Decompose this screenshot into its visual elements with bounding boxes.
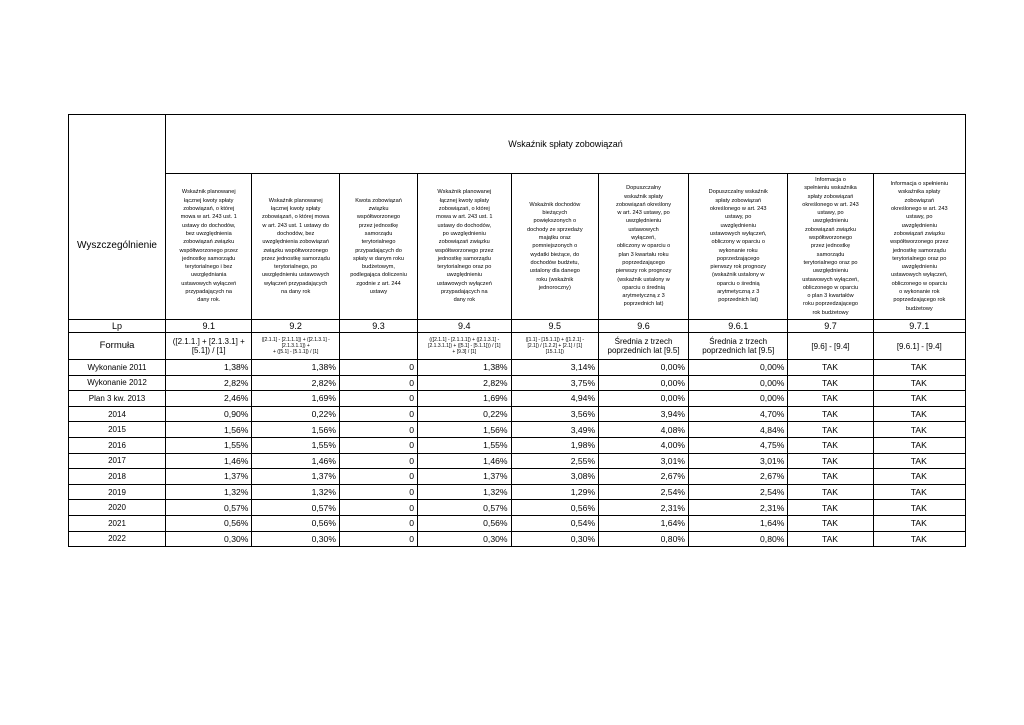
column-lp: 9.5: [511, 320, 599, 333]
row-label: 2015: [69, 422, 166, 438]
table-cell: 0,80%: [689, 531, 788, 547]
row-label: 2022: [69, 531, 166, 547]
column-description: Wskaźnik dochodów bieżących powiększonych o dochody ze sprzedaży majątku oraz pomniejszonych o wydatki bieżące, do dochodów budżetu, ustalony dla danego roku (wskaźnik jednoroczny): [511, 174, 599, 320]
table-cell: 1,69%: [418, 391, 511, 407]
table-cell: 0,00%: [689, 360, 788, 376]
table-cell: 0,80%: [599, 531, 689, 547]
table-cell: 2,67%: [689, 469, 788, 485]
column-formula: ([1.1] - [15.1.1]) + ([1.2.1] - [2.1]) / [1.2.2] + [2.1] / [1] [15.1.1]): [511, 333, 599, 360]
table-cell: TAK: [788, 375, 873, 391]
table-cell: 2,31%: [599, 500, 689, 516]
table-cell: 0: [339, 406, 417, 422]
table-cell: TAK: [873, 391, 965, 407]
table-cell: 4,70%: [689, 406, 788, 422]
table-cell: 0,57%: [252, 500, 340, 516]
table-cell: 0,00%: [689, 375, 788, 391]
table-cell: 1,55%: [166, 437, 252, 453]
table-cell: 2,54%: [599, 484, 689, 500]
table-cell: 0: [339, 453, 417, 469]
table-cell: 1,46%: [418, 453, 511, 469]
table-cell: 0,56%: [252, 515, 340, 531]
table-cell: 0: [339, 469, 417, 485]
table-cell: 1,46%: [166, 453, 252, 469]
table-cell: TAK: [788, 437, 873, 453]
column-description: Informacja o spełnieniu wskaźnika spłaty zobowiązań określonego w art. 243 ustawy, po uwzględnieniu zobowiązań związku współtworzonego przez jednostkę samorządu terytorialnego oraz po uwzględnieniu ustawowych wyłączeń, obliczonego w oparciu o wykonanie rok poprzedzającego rok budżetowy: [873, 174, 965, 320]
debt-repayment-table: [68, 114, 966, 547]
table-cell: 3,56%: [511, 406, 599, 422]
table-cell: 1,32%: [418, 484, 511, 500]
column-lp: 9.6.1: [689, 320, 788, 333]
column-formula: [9.6] - [9.4]: [788, 333, 873, 360]
column-lp: 9.7: [788, 320, 873, 333]
table-cell: 1,37%: [166, 469, 252, 485]
table-cell: 0: [339, 484, 417, 500]
table-cell: 1,55%: [252, 437, 340, 453]
table-cell: TAK: [788, 500, 873, 516]
table-cell: 0: [339, 391, 417, 407]
table-cell: 2,31%: [689, 500, 788, 516]
table-cell: 0,22%: [252, 406, 340, 422]
table-cell: TAK: [788, 360, 873, 376]
column-description: Wskaźnik planowanej łącznej kwoty spłaty zobowiązań, o której mowa w art. 243 ust. 1 ustawy do dochodów, bez uwzględnienia zobowiązań związku współtworzonego przez jednostkę samorządu terytorialnego i bez uwzględniania ustawowych wyłączeń przypadających na dany rok.: [166, 174, 252, 320]
row-label: 2017: [69, 453, 166, 469]
column-formula: [339, 333, 417, 360]
table-cell: 0,22%: [418, 406, 511, 422]
table-cell: 3,94%: [599, 406, 689, 422]
table-body: [69, 115, 966, 547]
table-cell: 4,84%: [689, 422, 788, 438]
table-cell: 0,56%: [511, 500, 599, 516]
row-label: 2014: [69, 406, 166, 422]
table-cell: 0,90%: [166, 406, 252, 422]
row-label: 2020: [69, 500, 166, 516]
formula-label: Formuła: [69, 333, 166, 360]
table-cell: 1,55%: [418, 437, 511, 453]
table-cell: 1,29%: [511, 484, 599, 500]
table-cell: 1,69%: [252, 391, 340, 407]
table-cell: 0: [339, 360, 417, 376]
table-cell: 0: [339, 500, 417, 516]
column-description: Wskaźnik planowanej łącznej kwoty spłaty zobowiązań, o której mowa w art. 243 ust. 1 ustawy do dochodów, po uwzględnieniu zobowiązań związku współtworzonego przez jednostkę samorządu terytorialnego oraz po uwzględnieniu ustawowych wyłączeń przypadających na dany rok: [418, 174, 511, 320]
table-cell: 0,57%: [166, 500, 252, 516]
table-cell: TAK: [873, 453, 965, 469]
table-cell: 2,46%: [166, 391, 252, 407]
column-description: Dopuszczalny wskaźnik spłaty zobowiązań określony w art. 243 ustawy, po uwzględnieniu ustawowych wyłączeń, obliczony w oparciu o plan 3 kwartału roku poprzedzającego pierwszy rok prognozy (wskaźnik ustalony w oparciu o średnią arytmetyczną z 3 poprzednich lat): [599, 174, 689, 320]
table-cell: 3,75%: [511, 375, 599, 391]
table-cell: 0,00%: [599, 391, 689, 407]
lp-row: [69, 320, 966, 333]
table-cell: 2,67%: [599, 469, 689, 485]
table-cell: TAK: [788, 391, 873, 407]
table-cell: TAK: [788, 484, 873, 500]
column-formula: (([2.1.1] - [2.1.1.1]) + ([2.1.3.1] - [2.1.3.1.1]) + ([5.1] - [5.1.1])) / [1] + [9.3] / [1]: [418, 333, 511, 360]
table-cell: 1,32%: [166, 484, 252, 500]
table-cell: 0,30%: [511, 531, 599, 547]
column-formula: ([2.1.1.] + [2.1.3.1] + [5.1]) / [1]: [166, 333, 252, 360]
table-row: [69, 391, 966, 407]
table-cell: 4,75%: [689, 437, 788, 453]
row-label: Wykonanie 2012: [69, 375, 166, 391]
table-cell: 3,49%: [511, 422, 599, 438]
column-lp: 9.3: [339, 320, 417, 333]
table-cell: 0,00%: [599, 375, 689, 391]
row-label: 2021: [69, 515, 166, 531]
table-cell: TAK: [873, 360, 965, 376]
lp-label: Lp: [69, 320, 166, 333]
column-description: Informacja o spełnieniu wskaźnika spłaty zobowiązań określonego w art. 243 ustawy, po uwzględnieniu zobowiązań związku współtworzonego przez jednostkę samorządu terytorialnego oraz po uwzględnieniu ustawowych wyłączeń, obliczonego w oparciu o plan 3 kwartałów roku poprzedzającego rok budżetowy: [788, 174, 873, 320]
table-cell: TAK: [788, 453, 873, 469]
table-cell: 1,56%: [166, 422, 252, 438]
table-row: [69, 500, 966, 516]
column-formula: Średnia z trzech poprzednich lat [9.5]: [599, 333, 689, 360]
column-lp: 9.4: [418, 320, 511, 333]
table-cell: 0,30%: [166, 531, 252, 547]
table-cell: 3,14%: [511, 360, 599, 376]
row-label: Wykonanie 2011: [69, 360, 166, 376]
corner-cell: [69, 115, 166, 174]
table-cell: TAK: [873, 531, 965, 547]
table-cell: TAK: [873, 500, 965, 516]
table-cell: 0: [339, 375, 417, 391]
table-row: [69, 453, 966, 469]
table-cell: TAK: [788, 406, 873, 422]
table-cell: 0: [339, 437, 417, 453]
column-lp: 9.1: [166, 320, 252, 333]
table-cell: 1,32%: [252, 484, 340, 500]
column-lp: 9.2: [252, 320, 340, 333]
table-cell: 1,56%: [252, 422, 340, 438]
table-cell: 1,37%: [418, 469, 511, 485]
table-cell: TAK: [788, 469, 873, 485]
table-cell: 0,30%: [252, 531, 340, 547]
table-row: [69, 422, 966, 438]
table-row: [69, 515, 966, 531]
table-cell: 2,82%: [418, 375, 511, 391]
table-cell: 4,08%: [599, 422, 689, 438]
table-cell: 3,08%: [511, 469, 599, 485]
table-cell: 0,56%: [166, 515, 252, 531]
table-cell: TAK: [873, 515, 965, 531]
table-cell: TAK: [788, 515, 873, 531]
table-cell: 2,54%: [689, 484, 788, 500]
column-description: Dopuszczalny wskaźnik spłaty zobowiązań określonego w art. 243 ustawy, po uwzględnieniu ustawowych wyłączeń, obliczony w oparciu o wykonanie roku poprzedzającego pierwszy rok prognozy (wskaźnik ustalony w oparciu o średnią arytmetyczną z 3 poprzednich lat): [689, 174, 788, 320]
column-lp: 9.7.1: [873, 320, 965, 333]
table-cell: TAK: [873, 484, 965, 500]
table-row: [69, 437, 966, 453]
column-formula: [9.6.1] - [9.4]: [873, 333, 965, 360]
table-cell: 3,01%: [689, 453, 788, 469]
table-cell: 1,64%: [689, 515, 788, 531]
row-label: 2018: [69, 469, 166, 485]
table-row: [69, 360, 966, 376]
table-cell: 1,64%: [599, 515, 689, 531]
table-cell: 2,82%: [166, 375, 252, 391]
description-row: [69, 174, 966, 320]
table-cell: 4,94%: [511, 391, 599, 407]
formula-row: [69, 333, 966, 360]
table-row: [69, 375, 966, 391]
table-row: [69, 469, 966, 485]
table-cell: 0: [339, 531, 417, 547]
column-formula: Średnia z trzech poprzednich lat [9.5]: [689, 333, 788, 360]
table-row: [69, 531, 966, 547]
table-cell: 0,30%: [418, 531, 511, 547]
table-cell: 1,56%: [418, 422, 511, 438]
title-row: [69, 115, 966, 174]
row-label: Plan 3 kw. 2013: [69, 391, 166, 407]
table-cell: 1,38%: [166, 360, 252, 376]
table-cell: TAK: [873, 406, 965, 422]
table-cell: 1,98%: [511, 437, 599, 453]
row-label: 2019: [69, 484, 166, 500]
column-lp: 9.6: [599, 320, 689, 333]
table-cell: TAK: [788, 531, 873, 547]
table-cell: 1,37%: [252, 469, 340, 485]
table-cell: 1,46%: [252, 453, 340, 469]
table-cell: 0: [339, 515, 417, 531]
table-cell: 2,82%: [252, 375, 340, 391]
table-row: [69, 406, 966, 422]
table-cell: 2,55%: [511, 453, 599, 469]
table-cell: 1,38%: [418, 360, 511, 376]
table-title: Wskaźnik spłaty zobowiązań: [166, 115, 966, 174]
table-cell: TAK: [873, 422, 965, 438]
table-cell: 4,00%: [599, 437, 689, 453]
table-cell: TAK: [873, 375, 965, 391]
column-description: Kwota zobowiązań związku współtworzonego przez jednostkę samorządu terytorialnego przypadających do spłaty w danym roku budżetowym, podlegająca doliczeniu zgodnie z art. 244 ustawy: [339, 174, 417, 320]
table-row: [69, 484, 966, 500]
indicator-sheet: [68, 114, 966, 547]
table-cell: TAK: [788, 422, 873, 438]
table-cell: 0,00%: [599, 360, 689, 376]
row-label: 2016: [69, 437, 166, 453]
table-cell: 0,00%: [689, 391, 788, 407]
table-cell: 1,38%: [252, 360, 340, 376]
table-cell: 0,57%: [418, 500, 511, 516]
table-cell: 3,01%: [599, 453, 689, 469]
table-cell: 0: [339, 422, 417, 438]
table-cell: TAK: [873, 469, 965, 485]
table-cell: TAK: [873, 437, 965, 453]
table-cell: 0,56%: [418, 515, 511, 531]
table-cell: 0,54%: [511, 515, 599, 531]
row-header-label: Wyszczególnienie: [69, 174, 166, 320]
column-formula: ([2.1.1] - [2.1.1.1]) + ([2.1.3.1] - [2.1.3.1.1]) + + ([5.1] - [5.1.1]) / [1]: [252, 333, 340, 360]
column-description: Wskaźnik planowanej łącznej kwoty spłaty zobowiązań, o której mowa w art. 243 ust. 1 ustawy do dochodów, bez uwzględnienia zobowiązań związku współtworzonego przez jednostkę samorządu terytorialnego, po uwzględnieniu ustawowych wyłączeń przypadających na dany rok: [252, 174, 340, 320]
